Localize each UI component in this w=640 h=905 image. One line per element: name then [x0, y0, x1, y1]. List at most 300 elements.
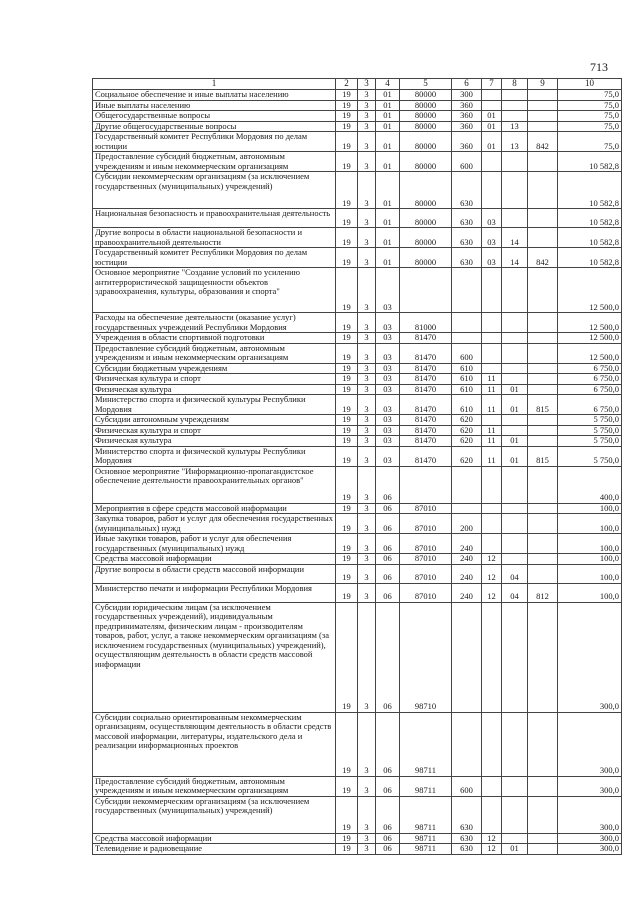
col-4: 03	[376, 415, 400, 426]
col-2: 19	[336, 425, 358, 436]
col-6: 240	[452, 583, 482, 602]
amount: 75,0	[558, 132, 622, 152]
col-7	[482, 100, 502, 111]
col-2: 19	[336, 374, 358, 385]
col-8: 14	[502, 248, 528, 268]
col-3: 3	[358, 132, 376, 152]
col-7	[482, 313, 502, 333]
amount: 10 582,8	[558, 248, 622, 268]
col-8	[502, 172, 528, 209]
col-6	[452, 313, 482, 333]
col-2: 19	[336, 514, 358, 534]
col-7	[482, 466, 502, 503]
col-6: 620	[452, 415, 482, 426]
col-6	[452, 602, 482, 712]
col-2: 19	[336, 844, 358, 855]
amount: 100,0	[558, 503, 622, 514]
row-description: Иные выплаты населению	[93, 100, 336, 111]
col-5: 80000	[400, 209, 452, 228]
col-7	[482, 415, 502, 426]
col-7	[482, 503, 502, 514]
col-5: 80000	[400, 111, 452, 122]
amount: 10 582,8	[558, 209, 622, 228]
amount: 100,0	[558, 583, 622, 602]
row-description: Министерство печати и информации Республики Мордовия	[93, 583, 336, 602]
col-9: 812	[528, 583, 558, 602]
col-3: 3	[358, 446, 376, 466]
col-2: 19	[336, 503, 358, 514]
col-4: 01	[376, 132, 400, 152]
col-7: 12	[482, 833, 502, 844]
col-3: 3	[358, 514, 376, 534]
col-5: 80000	[400, 90, 452, 101]
col-9	[528, 313, 558, 333]
col-9	[528, 111, 558, 122]
row-description: Телевидение и радиовещание	[93, 844, 336, 855]
col-4: 01	[376, 172, 400, 209]
col-3: 3	[358, 343, 376, 363]
table-row	[93, 363, 622, 374]
row-description: Субсидии бюджетным учреждениям	[93, 363, 336, 374]
col-6: 300	[452, 90, 482, 101]
header-cell: 10	[558, 79, 622, 90]
col-3: 3	[358, 90, 376, 101]
col-9	[528, 333, 558, 344]
amount: 5 750,0	[558, 415, 622, 426]
col-9	[528, 415, 558, 426]
col-2: 19	[336, 172, 358, 209]
amount: 5 750,0	[558, 436, 622, 447]
col-4: 06	[376, 554, 400, 565]
col-4: 03	[376, 363, 400, 374]
col-9	[528, 268, 558, 313]
col-6: 630	[452, 833, 482, 844]
row-description: Расходы на обеспечение деятельности (оказание услуг) государственных учреждений Республики Мордовия	[93, 313, 336, 333]
col-9	[528, 466, 558, 503]
col-8	[502, 209, 528, 228]
col-6: 610	[452, 374, 482, 385]
amount: 10 582,8	[558, 152, 622, 172]
amount: 6 750,0	[558, 395, 622, 415]
col-2: 19	[336, 121, 358, 132]
col-8	[502, 333, 528, 344]
row-description: Закупка товаров, работ и услуг для обеспечения государственных (муниципальных) нужд	[93, 514, 336, 534]
col-5: 98711	[400, 844, 452, 855]
col-5: 80000	[400, 100, 452, 111]
col-8: 13	[502, 132, 528, 152]
col-2: 19	[336, 583, 358, 602]
row-description: Основное мероприятие "Информационно-пропагандистское обеспечение деятельности правоохранительных органов"	[93, 466, 336, 503]
table-row	[93, 111, 622, 122]
amount: 300,0	[558, 833, 622, 844]
row-description: Физическая культура и спорт	[93, 425, 336, 436]
col-8	[502, 152, 528, 172]
col-8	[502, 466, 528, 503]
col-4: 06	[376, 503, 400, 514]
col-3: 3	[358, 100, 376, 111]
col-5: 81470	[400, 415, 452, 426]
col-5: 80000	[400, 152, 452, 172]
col-8	[502, 343, 528, 363]
col-4: 01	[376, 228, 400, 248]
col-6: 360	[452, 132, 482, 152]
header-cell: 2	[336, 79, 358, 90]
col-6	[452, 268, 482, 313]
table-row	[93, 333, 622, 344]
row-description: Мероприятия в сфере средств массовой информации	[93, 503, 336, 514]
amount: 5 750,0	[558, 425, 622, 436]
col-7	[482, 343, 502, 363]
col-7	[482, 514, 502, 534]
col-2: 19	[336, 415, 358, 426]
col-9	[528, 503, 558, 514]
table-row	[93, 844, 622, 855]
table-row	[93, 152, 622, 172]
col-9	[528, 602, 558, 712]
amount: 12 500,0	[558, 343, 622, 363]
amount: 75,0	[558, 90, 622, 101]
table-row	[93, 132, 622, 152]
col-7: 11	[482, 436, 502, 447]
col-7	[482, 90, 502, 101]
table-row	[93, 534, 622, 554]
col-5: 98710	[400, 602, 452, 712]
amount: 300,0	[558, 712, 622, 776]
col-8	[502, 514, 528, 534]
col-8: 14	[502, 228, 528, 248]
row-description: Субсидии некоммерческим организациям (за исключением государственных (муниципальных) учреждений)	[93, 172, 336, 209]
amount: 100,0	[558, 514, 622, 534]
col-3: 3	[358, 425, 376, 436]
col-8: 04	[502, 583, 528, 602]
table-row	[93, 466, 622, 503]
amount: 12 500,0	[558, 313, 622, 333]
row-description: Предоставление субсидий бюджетным, автономным учреждениям и иным некоммерческим организациям	[93, 343, 336, 363]
col-4: 06	[376, 712, 400, 776]
col-7: 12	[482, 844, 502, 855]
col-4: 03	[376, 384, 400, 395]
col-4: 03	[376, 425, 400, 436]
col-5	[400, 466, 452, 503]
col-5: 98711	[400, 776, 452, 796]
col-4: 06	[376, 602, 400, 712]
col-6	[452, 333, 482, 344]
col-6: 620	[452, 425, 482, 436]
col-7: 11	[482, 374, 502, 385]
col-4: 03	[376, 268, 400, 313]
col-9	[528, 374, 558, 385]
col-2: 19	[336, 343, 358, 363]
row-description: Другие общегосударственные вопросы	[93, 121, 336, 132]
col-8: 01	[502, 844, 528, 855]
col-6: 630	[452, 844, 482, 855]
col-3: 3	[358, 466, 376, 503]
col-5: 98711	[400, 796, 452, 833]
col-3: 3	[358, 583, 376, 602]
col-6	[452, 503, 482, 514]
col-2: 19	[336, 712, 358, 776]
row-description: Иные закупки товаров, работ и услуг для обеспечения государственных (муниципальных) нужд	[93, 534, 336, 554]
table-row	[93, 395, 622, 415]
amount: 12 500,0	[558, 333, 622, 344]
col-9	[528, 363, 558, 374]
col-6	[452, 712, 482, 776]
col-4: 03	[376, 333, 400, 344]
col-4: 06	[376, 796, 400, 833]
col-3: 3	[358, 228, 376, 248]
table-row	[93, 374, 622, 385]
col-5: 87010	[400, 564, 452, 583]
col-2: 19	[336, 436, 358, 447]
col-2: 19	[336, 384, 358, 395]
col-6: 630	[452, 228, 482, 248]
col-4: 01	[376, 248, 400, 268]
col-3: 3	[358, 796, 376, 833]
col-9	[528, 425, 558, 436]
row-description: Предоставление субсидий бюджетным, автономным учреждениям и иным некоммерческим организациям	[93, 776, 336, 796]
col-8	[502, 425, 528, 436]
col-3: 3	[358, 248, 376, 268]
row-description: Другие вопросы в области средств массовой информации	[93, 564, 336, 583]
col-9	[528, 121, 558, 132]
table-row	[93, 514, 622, 534]
col-9	[528, 343, 558, 363]
col-4: 06	[376, 776, 400, 796]
col-5: 87010	[400, 583, 452, 602]
col-7	[482, 712, 502, 776]
amount: 75,0	[558, 111, 622, 122]
amount: 5 750,0	[558, 446, 622, 466]
col-8: 01	[502, 384, 528, 395]
row-description: Физическая культура	[93, 436, 336, 447]
col-7: 03	[482, 248, 502, 268]
col-4: 06	[376, 844, 400, 855]
col-5: 87010	[400, 554, 452, 565]
col-3: 3	[358, 384, 376, 395]
col-4: 03	[376, 313, 400, 333]
table-row	[93, 583, 622, 602]
col-7	[482, 152, 502, 172]
table-row	[93, 503, 622, 514]
col-5: 87010	[400, 534, 452, 554]
table-row	[93, 554, 622, 565]
table-row	[93, 248, 622, 268]
col-8	[502, 554, 528, 565]
col-8	[502, 111, 528, 122]
header-cell: 1	[93, 79, 336, 90]
col-3: 3	[358, 313, 376, 333]
col-8	[502, 415, 528, 426]
col-2: 19	[336, 228, 358, 248]
col-5: 81470	[400, 436, 452, 447]
col-2: 19	[336, 363, 358, 374]
col-5: 98711	[400, 833, 452, 844]
col-8	[502, 100, 528, 111]
col-3: 3	[358, 268, 376, 313]
col-3: 3	[358, 172, 376, 209]
col-3: 3	[358, 436, 376, 447]
col-4: 06	[376, 833, 400, 844]
col-6: 630	[452, 209, 482, 228]
col-6: 600	[452, 152, 482, 172]
col-5: 87010	[400, 503, 452, 514]
col-9: 842	[528, 248, 558, 268]
col-6	[452, 466, 482, 503]
header-cell: 5	[400, 79, 452, 90]
col-9: 815	[528, 446, 558, 466]
col-2: 19	[336, 333, 358, 344]
col-2: 19	[336, 132, 358, 152]
col-3: 3	[358, 395, 376, 415]
col-5: 81470	[400, 384, 452, 395]
header-cell: 7	[482, 79, 502, 90]
col-4: 06	[376, 466, 400, 503]
col-5: 81470	[400, 446, 452, 466]
col-6: 200	[452, 514, 482, 534]
col-3: 3	[358, 534, 376, 554]
table-row	[93, 343, 622, 363]
col-7: 01	[482, 111, 502, 122]
col-5: 81000	[400, 313, 452, 333]
amount: 400,0	[558, 466, 622, 503]
col-9	[528, 534, 558, 554]
col-8	[502, 712, 528, 776]
row-description: Средства массовой информации	[93, 554, 336, 565]
row-description: Министерство спорта и физической культуры Республики Мордовия	[93, 395, 336, 415]
row-description: Социальное обеспечение и иные выплаты населению	[93, 90, 336, 101]
table-row	[93, 415, 622, 426]
amount: 6 750,0	[558, 384, 622, 395]
col-8	[502, 602, 528, 712]
amount: 12 500,0	[558, 268, 622, 313]
col-6: 600	[452, 343, 482, 363]
amount: 300,0	[558, 844, 622, 855]
col-2: 19	[336, 446, 358, 466]
col-3: 3	[358, 363, 376, 374]
row-description: Другие вопросы в области национальной безопасности и правоохранительной деятельности	[93, 228, 336, 248]
col-2: 19	[336, 152, 358, 172]
header-cell: 4	[376, 79, 400, 90]
col-3: 3	[358, 121, 376, 132]
col-4: 03	[376, 374, 400, 385]
budget-table	[92, 78, 622, 855]
col-7	[482, 796, 502, 833]
col-3: 3	[358, 152, 376, 172]
row-description: Субсидии некоммерческим организациям (за исключением государственных (муниципальных) учреждений)	[93, 796, 336, 833]
row-description: Государственный комитет Республики Мордовия по делам юстиции	[93, 132, 336, 152]
table-row	[93, 796, 622, 833]
col-2: 19	[336, 268, 358, 313]
col-8: 13	[502, 121, 528, 132]
col-9	[528, 384, 558, 395]
col-3: 3	[358, 209, 376, 228]
col-4: 01	[376, 90, 400, 101]
col-8: 01	[502, 446, 528, 466]
amount: 300,0	[558, 796, 622, 833]
row-description: Учреждения в области спортивной подготовки	[93, 333, 336, 344]
col-4: 01	[376, 100, 400, 111]
col-5: 87010	[400, 514, 452, 534]
col-8	[502, 534, 528, 554]
amount: 100,0	[558, 534, 622, 554]
col-6: 630	[452, 248, 482, 268]
col-6: 360	[452, 100, 482, 111]
row-description: Средства массовой информации	[93, 833, 336, 844]
col-2: 19	[336, 602, 358, 712]
col-8: 01	[502, 395, 528, 415]
amount: 300,0	[558, 776, 622, 796]
col-5: 81470	[400, 363, 452, 374]
col-7: 12	[482, 564, 502, 583]
col-4: 06	[376, 514, 400, 534]
col-7: 12	[482, 583, 502, 602]
col-3: 3	[358, 833, 376, 844]
col-4: 03	[376, 343, 400, 363]
header-cell: 9	[528, 79, 558, 90]
col-2: 19	[336, 534, 358, 554]
col-2: 19	[336, 466, 358, 503]
col-6: 360	[452, 121, 482, 132]
amount: 6 750,0	[558, 363, 622, 374]
col-9	[528, 554, 558, 565]
col-7: 01	[482, 132, 502, 152]
col-9: 815	[528, 395, 558, 415]
table-row	[93, 602, 622, 712]
col-5: 80000	[400, 121, 452, 132]
col-9	[528, 712, 558, 776]
col-9	[528, 209, 558, 228]
col-5: 80000	[400, 228, 452, 248]
col-3: 3	[358, 111, 376, 122]
col-4: 03	[376, 395, 400, 415]
col-4: 03	[376, 436, 400, 447]
col-4: 01	[376, 209, 400, 228]
col-6: 620	[452, 446, 482, 466]
col-7: 11	[482, 446, 502, 466]
col-2: 19	[336, 90, 358, 101]
table-row	[93, 172, 622, 209]
row-description: Основное мероприятие "Создание условий по усилению антитеррористической защищенности объектов здравоохранения, культуры, образования и спорта"	[93, 268, 336, 313]
col-7	[482, 172, 502, 209]
col-8	[502, 374, 528, 385]
col-8	[502, 503, 528, 514]
row-description: Государственный комитет Республики Мордовия по делам юстиции	[93, 248, 336, 268]
col-7: 11	[482, 384, 502, 395]
amount: 75,0	[558, 100, 622, 111]
col-7: 11	[482, 425, 502, 436]
table-row	[93, 776, 622, 796]
col-2: 19	[336, 248, 358, 268]
col-6: 610	[452, 363, 482, 374]
col-3: 3	[358, 415, 376, 426]
col-2: 19	[336, 395, 358, 415]
col-5: 81470	[400, 333, 452, 344]
col-9	[528, 228, 558, 248]
row-description: Субсидии юридическим лицам (за исключением государственных учреждений), индивидуальным предпринимателям, физическим лицам - производителям товаров, работ, услуг, а также некоммерческим организациям (за исключением государственных (муниципальных) учреждений), осуществляющим деятельность в области средств массовой информации	[93, 602, 336, 712]
amount: 75,0	[558, 121, 622, 132]
col-9	[528, 833, 558, 844]
col-4: 06	[376, 534, 400, 554]
col-6: 630	[452, 172, 482, 209]
amount: 10 582,8	[558, 172, 622, 209]
col-6: 630	[452, 796, 482, 833]
col-2: 19	[336, 833, 358, 844]
col-8	[502, 796, 528, 833]
col-8: 04	[502, 564, 528, 583]
table-row	[93, 384, 622, 395]
col-3: 3	[358, 712, 376, 776]
row-description: Общегосударственные вопросы	[93, 111, 336, 122]
